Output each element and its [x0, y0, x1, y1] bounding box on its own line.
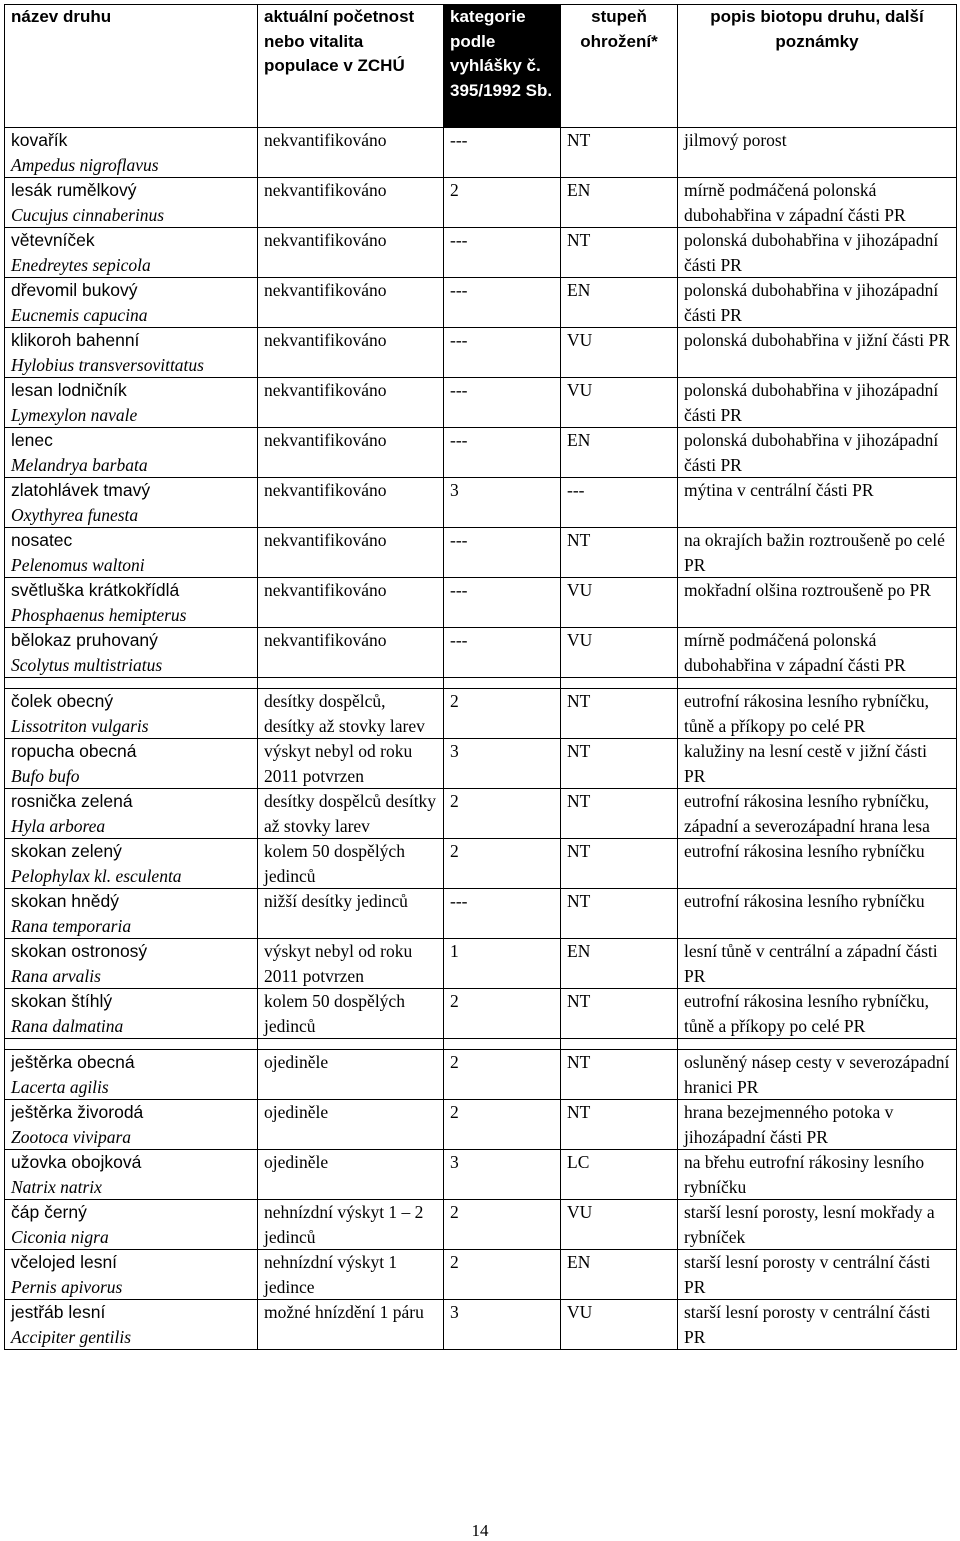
spacer-cell — [5, 1039, 258, 1050]
table-row — [5, 989, 957, 1039]
page-number: 14 — [471, 1521, 489, 1540]
spacer-cell — [561, 678, 678, 689]
header-abundance: aktuální početnost nebo vitalita populace v ZCHÚ — [258, 5, 444, 128]
abundance-cell: kolem 50 dospělých jedinců — [258, 839, 444, 889]
czech-name: lenec — [11, 430, 53, 450]
table-row — [5, 1250, 957, 1300]
czech-name: větevníček — [11, 230, 95, 250]
czech-name: jestřáb lesní — [11, 1302, 106, 1322]
spacer-cell — [678, 1039, 957, 1050]
note-cell: starší lesní porosty v centrální části PR — [678, 1300, 957, 1350]
category-cell: --- — [444, 428, 561, 478]
note-cell: mokřadní olšina roztroušeně po PR — [678, 578, 957, 628]
species-name-cell — [5, 1150, 258, 1200]
latin-name: Lissotriton vulgaris — [11, 715, 149, 736]
czech-name: čolek obecný — [11, 691, 114, 711]
latin-name: Hyla arborea — [11, 815, 106, 836]
latin-name: Rana dalmatina — [11, 1015, 124, 1036]
species-name-cell — [5, 278, 258, 328]
category-cell: 2 — [444, 989, 561, 1039]
czech-name: užovka obojková — [11, 1152, 142, 1172]
threat-cell: NT — [561, 228, 678, 278]
category-cell: 3 — [444, 739, 561, 789]
species-name-cell — [5, 578, 258, 628]
note-cell: polonská dubohabřina v jižní části PR — [678, 328, 957, 378]
species-name-cell — [5, 128, 258, 178]
category-cell: 2 — [444, 1250, 561, 1300]
spacer-cell — [678, 678, 957, 689]
abundance-cell: nekvantifikováno — [258, 178, 444, 228]
threat-cell: NT — [561, 889, 678, 939]
category-cell: --- — [444, 278, 561, 328]
group-spacer-row — [5, 678, 957, 689]
species-name-cell — [5, 1050, 258, 1100]
category-cell: --- — [444, 328, 561, 378]
note-cell: starší lesní porosty, lesní mokřady a rybníček — [678, 1200, 957, 1250]
table-body — [5, 128, 957, 1350]
latin-name: Pernis apivorus — [11, 1276, 123, 1297]
note-cell: jilmový porost — [678, 128, 957, 178]
spacer-cell — [5, 678, 258, 689]
note-cell: polonská dubohabřina v jihozápadní části PR — [678, 228, 957, 278]
threat-cell: EN — [561, 939, 678, 989]
header-threat: stupeň ohrožení* — [561, 5, 678, 128]
species-name-cell — [5, 378, 258, 428]
threat-cell: NT — [561, 689, 678, 739]
species-name-cell — [5, 1250, 258, 1300]
latin-name: Hylobius transversovittatus — [11, 354, 204, 375]
latin-name: Oxythyrea funesta — [11, 504, 139, 525]
czech-name: dřevomil bukový — [11, 280, 138, 300]
abundance-cell: možné hnízdění 1 páru — [258, 1300, 444, 1350]
abundance-cell: nekvantifikováno — [258, 128, 444, 178]
czech-name: klikoroh bahenní — [11, 330, 140, 350]
table-row — [5, 278, 957, 328]
note-cell: lesní tůně v centrální a západní části PR — [678, 939, 957, 989]
threat-cell: NT — [561, 989, 678, 1039]
threat-cell: NT — [561, 1100, 678, 1150]
table-row — [5, 789, 957, 839]
table-row — [5, 889, 957, 939]
spacer-cell — [444, 1039, 561, 1050]
note-cell: mírně podmáčená polonská dubohabřina v západní části PR — [678, 178, 957, 228]
table-row — [5, 328, 957, 378]
spacer-cell — [258, 678, 444, 689]
latin-name: Pelenomus waltoni — [11, 554, 145, 575]
note-cell: polonská dubohabřina v jihozápadní části PR — [678, 428, 957, 478]
table-row — [5, 128, 957, 178]
category-cell: 1 — [444, 939, 561, 989]
czech-name: rosnička zelená — [11, 791, 133, 811]
abundance-cell: ojediněle — [258, 1150, 444, 1200]
abundance-cell: výskyt nebyl od roku 2011 potvrzen — [258, 739, 444, 789]
table-row — [5, 689, 957, 739]
spacer-cell — [561, 1039, 678, 1050]
category-cell: 2 — [444, 1050, 561, 1100]
species-name-cell — [5, 228, 258, 278]
note-cell: kalužiny na lesní cestě v jižní části PR — [678, 739, 957, 789]
latin-name: Phosphaenus hemipterus — [11, 604, 187, 625]
species-name-cell — [5, 478, 258, 528]
species-name-cell — [5, 1100, 258, 1150]
latin-name: Scolytus multistriatus — [11, 654, 163, 675]
czech-name: skokan hnědý — [11, 891, 119, 911]
table-row — [5, 739, 957, 789]
note-cell: polonská dubohabřina v jihozápadní části PR — [678, 378, 957, 428]
note-cell: na okrajích bažin roztroušeně po celé PR — [678, 528, 957, 578]
note-cell: mýtina v centrální části PR — [678, 478, 957, 528]
czech-name: zlatohlávek tmavý — [11, 480, 151, 500]
note-cell: eutrofní rákosina lesního rybníčku, tůně a příkopy po celé PR — [678, 689, 957, 739]
category-cell: --- — [444, 528, 561, 578]
header-species-name: název druhu — [5, 5, 258, 128]
abundance-cell: nekvantifikováno — [258, 428, 444, 478]
abundance-cell: nekvantifikováno — [258, 528, 444, 578]
category-cell: 2 — [444, 689, 561, 739]
abundance-cell: nekvantifikováno — [258, 478, 444, 528]
latin-name: Accipiter gentilis — [11, 1326, 132, 1347]
category-cell: --- — [444, 378, 561, 428]
species-name-cell — [5, 839, 258, 889]
abundance-cell: nekvantifikováno — [258, 328, 444, 378]
category-cell: 2 — [444, 789, 561, 839]
table-row — [5, 1200, 957, 1250]
category-cell: 3 — [444, 478, 561, 528]
latin-name: Pelophylax kl. esculenta — [11, 865, 182, 886]
species-name-cell — [5, 889, 258, 939]
table-row — [5, 1050, 957, 1100]
latin-name: Ampedus nigroflavus — [11, 154, 159, 175]
abundance-cell: ojediněle — [258, 1050, 444, 1100]
species-name-cell — [5, 939, 258, 989]
species-name-cell — [5, 1200, 258, 1250]
abundance-cell: desítky dospělců, desítky až stovky larev — [258, 689, 444, 739]
latin-name: Cucujus cinnaberinus — [11, 204, 165, 225]
threat-cell: EN — [561, 278, 678, 328]
abundance-cell: nekvantifikováno — [258, 628, 444, 678]
threat-cell: NT — [561, 739, 678, 789]
czech-name: lesan lodničník — [11, 380, 127, 400]
note-cell: na břehu eutrofní rákosiny lesního rybníčku — [678, 1150, 957, 1200]
czech-name: skokan štíhlý — [11, 991, 113, 1011]
czech-name: světluška krátkokřídlá — [11, 580, 180, 600]
latin-name: Rana arvalis — [11, 965, 101, 986]
category-cell: 3 — [444, 1150, 561, 1200]
abundance-cell: nižší desítky jedinců — [258, 889, 444, 939]
category-cell: 2 — [444, 839, 561, 889]
latin-name: Ciconia nigra — [11, 1226, 109, 1247]
note-cell: polonská dubohabřina v jihozápadní části PR — [678, 278, 957, 328]
note-cell: osluněný násep cesty v severozápadní hranici PR — [678, 1050, 957, 1100]
category-cell: 2 — [444, 178, 561, 228]
species-name-cell — [5, 428, 258, 478]
abundance-cell: nekvantifikováno — [258, 228, 444, 278]
category-cell: --- — [444, 228, 561, 278]
abundance-cell: ojediněle — [258, 1100, 444, 1150]
latin-name: Rana temporaria — [11, 915, 132, 936]
abundance-cell: nehnízdní výskyt 1 – 2 jedinců — [258, 1200, 444, 1250]
latin-name: Natrix natrix — [11, 1176, 102, 1197]
threat-cell: NT — [561, 839, 678, 889]
category-cell: 2 — [444, 1100, 561, 1150]
czech-name: nosatec — [11, 530, 73, 550]
threat-cell: EN — [561, 428, 678, 478]
threat-cell: EN — [561, 1250, 678, 1300]
latin-name: Melandrya barbata — [11, 454, 148, 475]
category-cell: --- — [444, 628, 561, 678]
note-cell: eutrofní rákosina lesního rybníčku, západní a severozápadní hrana lesa — [678, 789, 957, 839]
group-spacer-row — [5, 1039, 957, 1050]
category-cell: --- — [444, 128, 561, 178]
species-name-cell — [5, 689, 258, 739]
threat-cell: NT — [561, 128, 678, 178]
table-row — [5, 478, 957, 528]
spacer-cell — [444, 678, 561, 689]
threat-cell: LC — [561, 1150, 678, 1200]
table-row — [5, 178, 957, 228]
abundance-cell: nekvantifikováno — [258, 378, 444, 428]
note-cell: hrana bezejmenného potoka v jihozápadní části PR — [678, 1100, 957, 1150]
czech-name: skokan zelený — [11, 841, 122, 861]
latin-name: Bufo bufo — [11, 765, 80, 786]
species-name-cell — [5, 739, 258, 789]
threat-cell: VU — [561, 378, 678, 428]
header-category: kategorie podle vyhlášky č. 395/1992 Sb. — [444, 5, 561, 128]
table-row — [5, 378, 957, 428]
table-row — [5, 939, 957, 989]
latin-name: Eucnemis capucina — [11, 304, 148, 325]
table-row — [5, 228, 957, 278]
table-row — [5, 528, 957, 578]
category-cell: --- — [444, 889, 561, 939]
abundance-cell: výskyt nebyl od roku 2011 potvrzen — [258, 939, 444, 989]
abundance-cell: nehnízdní výskyt 1 jedince — [258, 1250, 444, 1300]
spacer-cell — [258, 1039, 444, 1050]
table-row — [5, 1100, 957, 1150]
threat-cell: VU — [561, 628, 678, 678]
table-row — [5, 839, 957, 889]
threat-cell: EN — [561, 178, 678, 228]
latin-name: Lacerta agilis — [11, 1076, 109, 1097]
table-row — [5, 428, 957, 478]
category-cell: 2 — [444, 1200, 561, 1250]
species-name-cell — [5, 628, 258, 678]
czech-name: skokan ostronosý — [11, 941, 148, 961]
species-name-cell — [5, 178, 258, 228]
czech-name: čáp černý — [11, 1202, 87, 1222]
species-table — [4, 4, 957, 1350]
abundance-cell: nekvantifikováno — [258, 578, 444, 628]
czech-name: lesák rumělkový — [11, 180, 137, 200]
note-cell: starší lesní porosty v centrální části PR — [678, 1250, 957, 1300]
note-cell: eutrofní rákosina lesního rybníčku, tůně a příkopy po celé PR — [678, 989, 957, 1039]
species-name-cell — [5, 1300, 258, 1350]
czech-name: ještěrka živorodá — [11, 1102, 144, 1122]
abundance-cell: kolem 50 dospělých jedinců — [258, 989, 444, 1039]
table-row — [5, 628, 957, 678]
species-name-cell — [5, 789, 258, 839]
note-cell: eutrofní rákosina lesního rybníčku — [678, 839, 957, 889]
czech-name: ropucha obecná — [11, 741, 137, 761]
table-row — [5, 578, 957, 628]
threat-cell: NT — [561, 1050, 678, 1100]
category-cell: 3 — [444, 1300, 561, 1350]
abundance-cell: nekvantifikováno — [258, 278, 444, 328]
abundance-cell: desítky dospělců desítky až stovky larev — [258, 789, 444, 839]
latin-name: Zootoca vivipara — [11, 1126, 132, 1147]
threat-cell: NT — [561, 528, 678, 578]
threat-cell: VU — [561, 578, 678, 628]
note-cell: eutrofní rákosina lesního rybníčku — [678, 889, 957, 939]
threat-cell: --- — [561, 478, 678, 528]
czech-name: bělokaz pruhovaný — [11, 630, 158, 650]
threat-cell: NT — [561, 789, 678, 839]
threat-cell: VU — [561, 1300, 678, 1350]
latin-name: Lymexylon navale — [11, 404, 138, 425]
threat-cell: VU — [561, 1200, 678, 1250]
species-name-cell — [5, 528, 258, 578]
table-row — [5, 1150, 957, 1200]
czech-name: kovařík — [11, 130, 68, 150]
note-cell: mírně podmáčená polonská dubohabřina v západní části PR — [678, 628, 957, 678]
table-row — [5, 1300, 957, 1350]
category-cell: --- — [444, 578, 561, 628]
czech-name: včelojed lesní — [11, 1252, 118, 1272]
header-notes: popis biotopu druhu, další poznámky — [678, 5, 957, 128]
species-name-cell — [5, 989, 258, 1039]
species-name-cell — [5, 328, 258, 378]
table-header-row — [5, 5, 957, 128]
threat-cell: VU — [561, 328, 678, 378]
czech-name: ještěrka obecná — [11, 1052, 135, 1072]
latin-name: Enedreytes sepicola — [11, 254, 151, 275]
